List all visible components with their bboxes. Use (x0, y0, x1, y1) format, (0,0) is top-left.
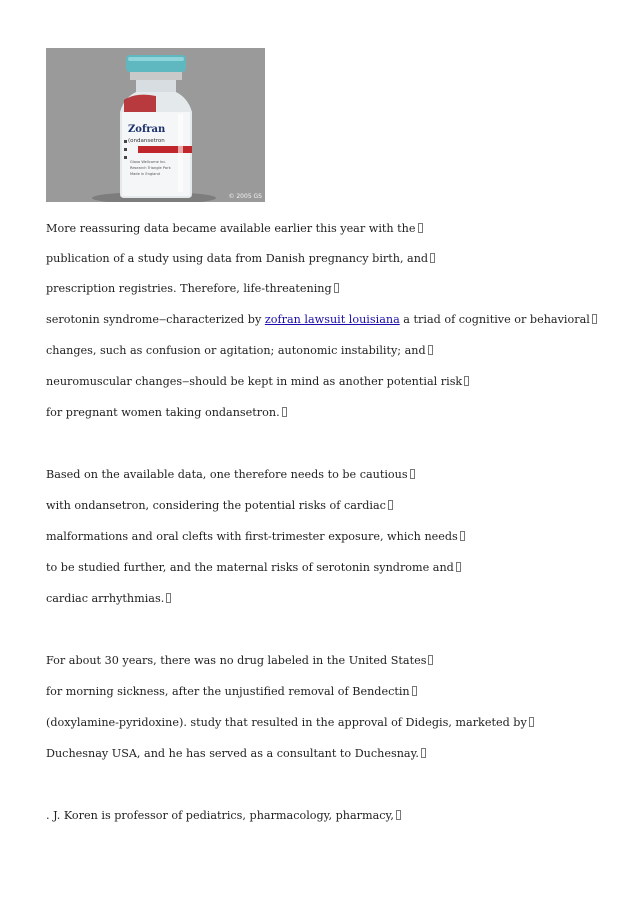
text-line: . J. Koren is professor of pediatrics, pharmacology, pharmacy, (46, 809, 401, 823)
text-line: Duchesnay USA, and he has served as a consultant to Duchesnay. (46, 747, 426, 761)
vial-illustration (46, 48, 265, 202)
missing-glyph-box (418, 223, 423, 233)
missing-glyph-box (464, 376, 469, 386)
text-line: prescription registries. Therefore, life-threatening (46, 282, 339, 296)
missing-glyph-box (456, 562, 461, 572)
missing-glyph-box (410, 469, 415, 479)
text-line: serotonin syndrome‒characterized by zofran lawsuit louisiana a triad of cognitive or behavioral (46, 313, 597, 327)
text-line: malformations and oral clefts with first-trimester exposure, which needs (46, 530, 465, 544)
text-line: changes, such as confusion or agitation; autonomic instability; and (46, 344, 433, 358)
missing-glyph-box (428, 655, 433, 665)
missing-glyph-box (421, 748, 426, 758)
missing-glyph-box (388, 500, 393, 510)
text-line: publication of a study using data from Danish pregnancy birth, and (46, 252, 435, 266)
missing-glyph-box (396, 810, 401, 820)
vial-label-brand: Zofran (128, 124, 166, 135)
photo-credit: © 2005 GS (228, 193, 262, 200)
text-line: Based on the available data, one therefore needs to be cautious (46, 468, 415, 482)
text-line: For about 30 years, there was no drug labeled in the United States (46, 654, 433, 668)
text-line: for morning sickness, after the unjustified removal of Bendectin (46, 685, 417, 699)
vial-label-fine-1: Glaxo Wellcome Inc. (130, 160, 167, 164)
missing-glyph-box (430, 253, 435, 263)
zofran-lawsuit-link[interactable]: zofran lawsuit louisiana (264, 313, 400, 326)
vial-label-fine-2: Research Triangle Park (130, 166, 171, 170)
text-line: with ondansetron, considering the potential risks of cardiac (46, 499, 393, 513)
missing-glyph-box (529, 717, 534, 727)
text-line: More reassuring data became available earlier this year with the (46, 222, 423, 236)
text-line: neuromuscular changes‒should be kept in mind as another potential risk (46, 375, 469, 389)
missing-glyph-box (412, 686, 417, 696)
text-line: for pregnant women taking ondansetron. (46, 406, 287, 420)
missing-glyph-box (282, 407, 287, 417)
text-line: (doxylamine-pyridoxine). study that resulted in the approval of Didegis, marketed by (46, 716, 534, 730)
missing-glyph-box (428, 345, 433, 355)
text-line: cardiac arrhythmias. (46, 592, 171, 606)
missing-glyph-box (166, 593, 171, 603)
vial-label-generic: (ondansetron (128, 138, 165, 144)
missing-glyph-box (460, 531, 465, 541)
missing-glyph-box (334, 283, 339, 293)
text-line: to be studied further, and the maternal risks of serotonin syndrome and (46, 561, 461, 575)
vial-label-fine-3: Made in England (130, 172, 160, 176)
vial-photo (46, 48, 265, 202)
missing-glyph-box (592, 314, 597, 324)
